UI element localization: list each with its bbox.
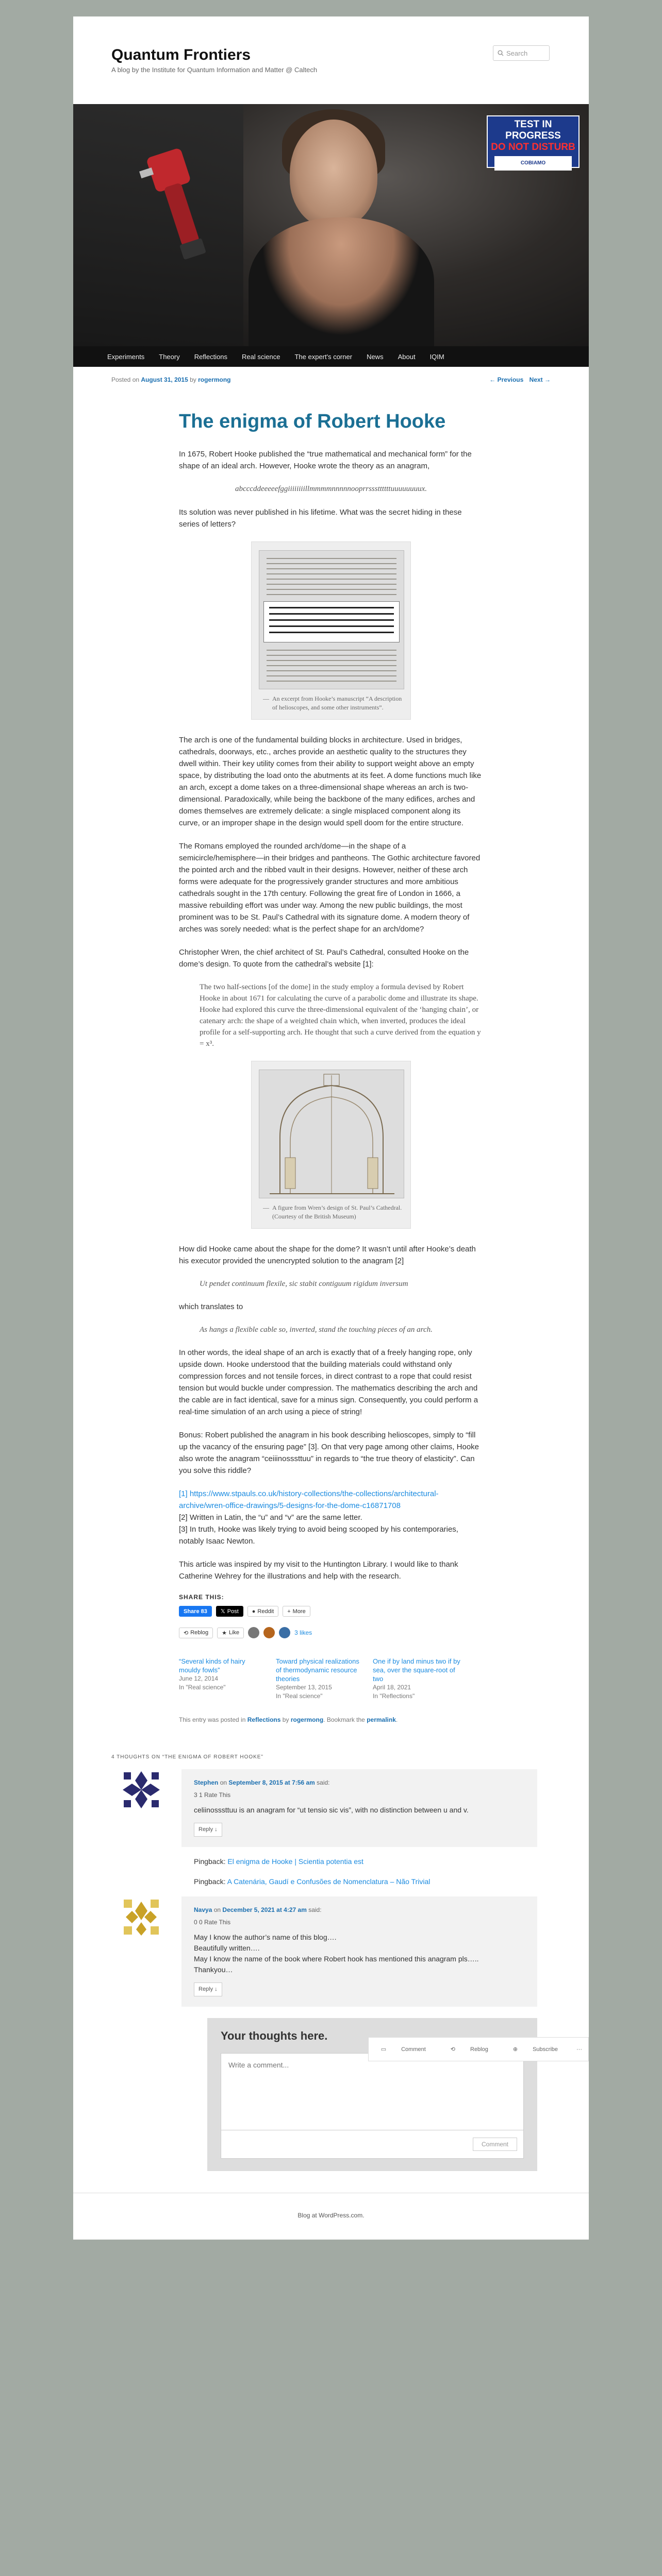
comment — [181, 1769, 537, 1847]
sign-line2: DO NOT DISTURB — [491, 142, 575, 152]
x-post-label: Post — [227, 1608, 239, 1615]
comment-meta — [194, 1905, 525, 1916]
search-icon — [498, 50, 504, 56]
posted-on-label: Posted on — [111, 376, 140, 383]
post-author[interactable]: rogermong — [198, 376, 231, 383]
comment-action-label: Comment — [401, 2046, 426, 2053]
reddit-icon: ● — [252, 1608, 256, 1615]
x-post-button[interactable] — [216, 1606, 243, 1617]
search-box[interactable] — [493, 45, 550, 61]
paragraph: The Romans employed the rounded arch/dome—in the shape of a semicircle/hemisphere—in their bridges and pantheons. The Gothic architecture favored the pointed arch and the ribbed vault in their designs. However, neither of these arch forms were adequate for the progressively grander structures and more ambitious cathedrals sought in the 17th century. Following the great fire of London in 1666, a massive rebuilding effort was under way. Among the new public buildings, the most prominent was to be St. Paul’s Cathedral with its signature dome. A modern theory of arches was sorely needed: what is the perfect shape for an arch/dome? — [179, 842, 481, 934]
comment-meta — [194, 1777, 525, 1788]
share-buttons — [179, 1606, 483, 1617]
previous-post-link[interactable]: ← Previous — [489, 376, 524, 383]
pingback-link[interactable]: El enigma de Hooke | Scientia potentia est — [227, 1857, 363, 1866]
share-heading: SHARE THIS: — [179, 1594, 224, 1601]
main-nav — [73, 346, 589, 367]
wordpress-link[interactable]: Blog at WordPress.com. — [297, 2212, 365, 2219]
sign-logo: COBIAMO — [494, 156, 572, 171]
star-icon: ★ — [222, 1630, 227, 1636]
entry-footer-prefix: This entry was posted in — [179, 1716, 246, 1723]
by-label: by — [190, 376, 196, 383]
pingback-label: Pingback: — [194, 1857, 226, 1866]
like-label: Like — [228, 1630, 240, 1636]
nav-theory[interactable]: Theory — [159, 352, 180, 361]
category-link[interactable]: Reflections — [247, 1716, 281, 1723]
anagram: abcccddeeeeefggiiiiiiiillmmmmnnnnnooprrsssttttttuuuuuuuux. — [235, 485, 427, 493]
comment-form-actions — [221, 2130, 524, 2159]
more-label: More — [292, 1608, 306, 1615]
pingback-link[interactable]: A Catenária, Gaudí e Confusões de Nomenclatura – Não Trivial — [227, 1877, 431, 1886]
latin-solution: Ut pendet continuum flexile, sic stabit contiguum rigidum inversum — [200, 1280, 408, 1288]
comment-text: May I know the name of the book where Robert hook has mentioned this anagram pls….. — [194, 1955, 479, 1963]
comment-textarea[interactable] — [221, 2053, 524, 2130]
action-bar — [368, 2037, 589, 2061]
entry-footer-bookmark: . Bookmark the — [323, 1716, 365, 1723]
related-post-link[interactable]: “Several kinds of hairy mouldy fowls” — [179, 1657, 245, 1674]
search-input[interactable]: Search — [506, 49, 528, 57]
entry-footer-by: by — [282, 1716, 289, 1723]
more-share-button[interactable] — [283, 1606, 310, 1617]
related-posts — [179, 1657, 483, 1701]
english-solution: As hangs a flexible cable so, inverted, stand the touching pieces of an arch. — [200, 1326, 433, 1334]
reblog-label: Reblog — [190, 1630, 209, 1636]
pingback — [181, 1876, 537, 1887]
nav-news[interactable]: News — [367, 352, 384, 361]
figure-caption: — A figure from Wren’s design of St. Paul’s Cathedral. (Courtesy of the British Museum) — [259, 1204, 403, 1221]
page — [73, 16, 589, 2240]
subscribe-action-label: Subscribe — [533, 2046, 558, 2053]
dome-drawing — [259, 1070, 404, 1198]
reblog-action[interactable] — [438, 2038, 501, 2061]
avatar[interactable] — [121, 1769, 162, 1810]
site-description: A blog by the Institute for Quantum Information and Matter @ Caltech — [111, 66, 318, 74]
comment-said: said: — [317, 1779, 330, 1786]
manuscript-image[interactable] — [259, 550, 404, 689]
nav-about[interactable]: About — [398, 352, 416, 361]
page-bottom-spacing — [0, 2240, 662, 2276]
avatar[interactable] — [279, 1627, 290, 1638]
posted-on — [111, 376, 230, 383]
paragraph: In 1675, Robert Hooke published the “true mathematical and mechanical form” for the shape of an ideal arch. However, Hooke wrote the theory as an anagram, — [179, 450, 472, 470]
author-link[interactable]: rogermong — [290, 1716, 324, 1723]
avatar[interactable] — [121, 1896, 162, 1938]
reblog-icon: ⟲ — [450, 2046, 455, 2053]
related-post-link[interactable]: One if by land minus two if by sea, over the square-root of two — [373, 1657, 460, 1683]
comments-title: 4 THOUGHTS ON “THE ENIGMA OF ROBERT HOOKE” — [111, 1754, 263, 1760]
related-post-category: In "Real science" — [179, 1684, 226, 1691]
nav-reflections[interactable]: Reflections — [194, 352, 228, 361]
x-icon: 𝕏 — [220, 1608, 225, 1615]
quote: The two half-sections [of the dome] in the study employ a formula devised by Robert Hooke in about 1671 for calculating the curve of a parabolic dome and illustrate its shape. Hooke had explored this curve the three-dimensional equivalent of the ‘hanging chain’, or catenary arch: the shape of a weighted chain which, when inverted, produces the ideal profile for a self-supporting arch. He thought that such a curve derived from the equation y = x³. — [200, 983, 481, 1048]
entry-footer-end: . — [395, 1716, 398, 1723]
subscribe-action[interactable] — [501, 2038, 570, 2061]
more-action[interactable]: ··· — [576, 2046, 582, 2053]
comment-text: May I know the author’s name of this blog…. — [194, 1933, 337, 1941]
figure-manuscript — [251, 541, 411, 720]
paragraph: This article was inspired by my visit to the Huntington Library. I would like to thank Catherine Wehrey for the illustrations and help with the research. — [179, 1560, 458, 1581]
post-date[interactable]: August 31, 2015 — [141, 376, 188, 383]
avatar[interactable] — [248, 1627, 259, 1638]
related-post-date: June 12, 2014 — [179, 1675, 219, 1682]
related-post-date: April 18, 2021 — [373, 1684, 411, 1691]
dome-drawing-image[interactable] — [259, 1070, 404, 1198]
facebook-share-button[interactable]: Share 83 — [179, 1606, 212, 1617]
nav-experiments[interactable]: Experiments — [107, 352, 145, 361]
comment — [181, 1896, 537, 2007]
related-post — [179, 1657, 267, 1701]
entry-footer — [179, 1716, 483, 1723]
rating[interactable]: 0 0 Rate This — [194, 1919, 231, 1926]
subscribe-icon: ⊕ — [512, 2046, 518, 2053]
pingback — [181, 1856, 537, 1867]
site-footer — [73, 2193, 589, 2240]
comment-icon: ▭ — [380, 2046, 387, 2053]
reference-1[interactable] — [179, 1488, 483, 1512]
related-post — [276, 1657, 363, 1701]
site-title[interactable]: Quantum Frontiers — [111, 46, 251, 63]
site-header — [73, 16, 589, 104]
nav-real-science[interactable]: Real science — [242, 352, 280, 361]
test-in-progress-sign — [487, 115, 580, 168]
related-post-category: In "Reflections" — [373, 1692, 415, 1700]
paragraph: How did Hooke came about the shape for the dome? It wasn’t until after Hooke’s death his executor provided the unencrypted solution to the anagram [2] — [179, 1245, 476, 1265]
comment-text: celiinosssttuu is an anagram for “ut tensio sic vis”, with no distinction between u and v. — [194, 1806, 469, 1814]
comment-on: on — [213, 1906, 221, 1913]
comment-on: on — [220, 1779, 227, 1786]
comment-form-title: Your thoughts here. — [221, 2029, 328, 2042]
header-image — [73, 104, 589, 346]
post-content — [179, 383, 483, 1723]
more-icon: + — [287, 1608, 291, 1615]
reply-button[interactable]: Reply ↓ — [194, 1982, 222, 1996]
post-title: The enigma of Robert Hooke — [179, 411, 446, 432]
figure-caption: — An excerpt from Hooke’s manuscript “A description of helioscopes, and some other instruments”. — [259, 694, 403, 712]
paragraph: Christopher Wren, the chief architect of St. Paul’s Cathedral, consulted Hooke on the dome’s design. To quote from the cathedral’s website [1]: — [179, 948, 469, 969]
paragraph: In other words, the ideal shape of an arch is exactly that of a freely hanging rope, only upside down. Hooke understood that the building materials could withstand only compression forces and not tensile forces, in direct contrast to a rope that could resist tension but would buckle under compression. The mathematics describing the arch and the cable are in fact identical, save for a minus sign. Consequently, you could perform a real-time simulation of an arch using a piece of string! — [179, 1348, 478, 1416]
reblog-button[interactable] — [179, 1628, 213, 1638]
hero-person — [249, 217, 434, 346]
share-section — [179, 1594, 483, 1617]
likes-row — [179, 1627, 483, 1638]
comment-action[interactable] — [369, 2038, 438, 2061]
sign-line1: TEST IN PROGRESS — [505, 119, 561, 141]
comment-text: Thankyou… — [194, 1965, 233, 1974]
paragraph: Bonus: Robert published the anagram in his book describing helioscopes, simply to “fill up the vacancy of the ensuring page” [3]. On that very page among other claims, Hooke also wrote the anagram “ceiiinosssttuu” in regards to “the true theory of elasticity”. Can you solve this riddle? — [179, 1431, 479, 1475]
reblog-icon: ⟲ — [184, 1630, 189, 1636]
related-post-link[interactable]: Toward physical realizations of thermodynamic resource theories — [276, 1657, 359, 1683]
paragraph: The arch is one of the fundamental building blocks in architecture. Used in bridges, cathedrals, doorways, etc., arches provide an aesthetic quality to the structures they dwell within. Their key utility comes from their ability to support weight above an empty space, by distributing the load onto the abutments at its feet. A dome functions much like an arch, except a dome takes on a three-dimensional shape whereas an arch is two-dimensional. Paradoxically, while being the backbone of the many edifices, arches and domes themselves are extremely delicate: a single misplaced component along its curve, or an improper shape in the design would spell doom for the entire structure. — [179, 736, 482, 827]
likes-count[interactable]: 3 likes — [294, 1629, 312, 1636]
reference-3: [3] In truth, Hooke was likely trying to avoid being scooped by his contemporaries, notably Isaac Newton. — [179, 1525, 458, 1546]
comment-text: Beautifully written…. — [194, 1944, 260, 1952]
reference-2: [2] Written in Latin, the “u” and “v” are the same letter. — [179, 1513, 362, 1522]
paragraph: which translates to — [179, 1302, 243, 1311]
comment-date[interactable]: September 8, 2015 at 7:56 am — [228, 1779, 315, 1786]
like-button[interactable] — [217, 1628, 244, 1638]
rating[interactable]: 3 1 Rate This — [194, 1791, 231, 1799]
nav-experts-corner[interactable]: The expert's corner — [294, 352, 353, 361]
comment-author[interactable]: Navya — [194, 1906, 212, 1913]
references — [179, 1488, 483, 1547]
comment-said: said: — [308, 1906, 322, 1913]
avatar[interactable] — [263, 1627, 275, 1638]
reference-1-link[interactable]: [1] https://www.stpauls.co.uk/history-collections/the-collections/architectural-archive/wren-office-drawings/5-designs-for-the-dome-c16871708 — [179, 1489, 439, 1510]
hero-face — [290, 120, 377, 228]
submit-comment-button[interactable]: Comment — [473, 2138, 517, 2151]
figure-dome — [251, 1061, 411, 1229]
post-meta — [73, 367, 589, 383]
reply-button[interactable]: Reply ↓ — [194, 1823, 222, 1837]
paragraph: Its solution was never published in his lifetime. What was the secret hiding in these series of letters? — [179, 508, 462, 529]
next-post-link[interactable]: Next → — [529, 376, 551, 383]
comment-date[interactable]: December 5, 2021 at 4:27 am — [222, 1906, 307, 1913]
permalink-link[interactable]: permalink — [367, 1716, 396, 1723]
related-post-date: September 13, 2015 — [276, 1684, 332, 1691]
reddit-button[interactable] — [247, 1606, 278, 1617]
reddit-label: Reddit — [257, 1608, 274, 1615]
reblog-action-label: Reblog — [470, 2046, 488, 2053]
comment-author[interactable]: Stephen — [194, 1779, 219, 1786]
related-post-category: In "Real science" — [276, 1692, 323, 1700]
pingback-label: Pingback: — [194, 1877, 226, 1886]
related-post — [373, 1657, 460, 1701]
post-navigation — [485, 376, 551, 383]
nav-iqim[interactable]: IQIM — [429, 352, 444, 361]
